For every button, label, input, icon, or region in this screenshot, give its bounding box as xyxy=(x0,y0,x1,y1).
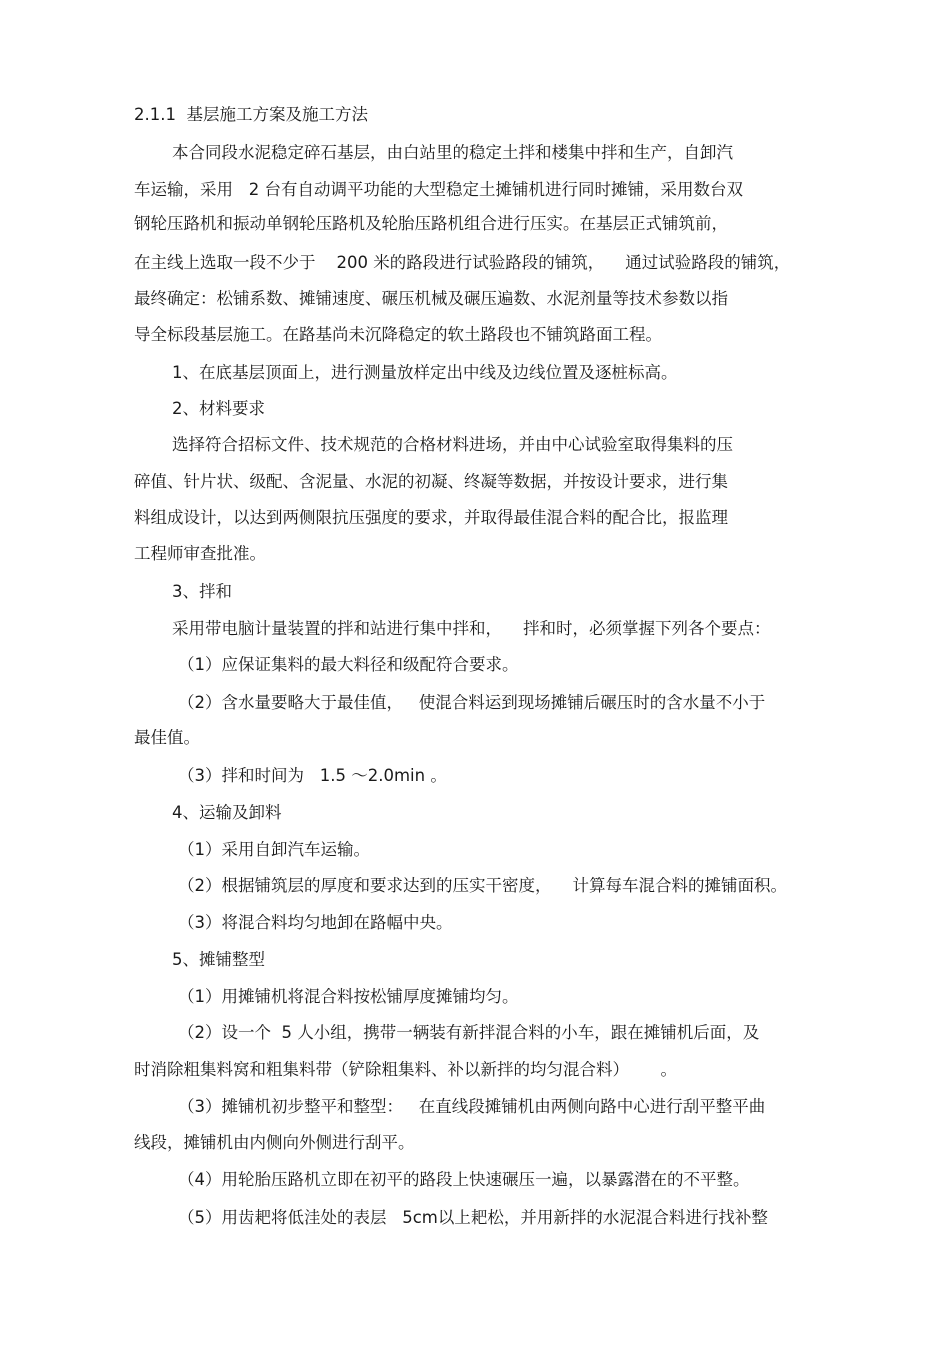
paragraph-line: 时消除粗集料窝和粗集料带（铲除粗集料、补以新拌的均匀混合料） 。 xyxy=(134,1060,677,1079)
list-item: （2）设一个 5 人小组，携带一辆装有新拌混合料的小车，跟在摊铺机后面，及 xyxy=(178,1023,760,1042)
paragraph-line: 碎值、针片状、级配、含泥量、水泥的初凝、终凝等数据，并按设计要求，进行集 xyxy=(134,472,728,491)
list-item: （1）采用自卸汽车运输。 xyxy=(178,840,370,859)
paragraph-line: 线段，摊铺机由内侧向外侧进行刮平。 xyxy=(134,1133,415,1152)
paragraph-line: 料组成设计，以达到两侧限抗压强度的要求，并取得最佳混合料的配合比，报监理 xyxy=(134,508,728,527)
list-item: 1、在底基层顶面上，进行测量放样定出中线及边线位置及逐桩标高。 xyxy=(172,363,678,382)
paragraph-line: 本合同段水泥稳定碎石基层，由白站里的稳定土拌和楼集中拌和生产，自卸汽 xyxy=(172,143,733,162)
subsection-heading: 5、摊铺整型 xyxy=(172,950,265,969)
list-item: （3）将混合料均匀地卸在路幅中央。 xyxy=(178,913,453,932)
section-heading: 2.1.1 基层施工方案及施工方法 xyxy=(134,105,368,124)
paragraph-line: 在主线上选取一段不少于 200 米的路段进行试验路段的铺筑， 通过试验路段的铺筑， xyxy=(134,253,791,272)
paragraph-line: 选择符合招标文件、技术规范的合格材料进场，并由中心试验室取得集料的压 xyxy=(172,435,733,454)
list-item: （5）用齿耙将低洼处的表层 5cm以上耙松，并用新拌的水泥混合料进行找补整 xyxy=(178,1208,768,1227)
paragraph-line: 最终确定：松铺系数、摊铺速度、碾压机械及碾压遍数、水泥剂量等技术参数以指 xyxy=(134,289,728,308)
paragraph-line: 车运输，采用 2 台有自动调平功能的大型稳定土摊铺机进行同时摊铺，采用数台双 xyxy=(134,180,743,199)
paragraph-line: 导全标段基层施工。在路基尚未沉降稳定的软土路段也不铺筑路面工程。 xyxy=(134,325,662,344)
list-item: （1）用摊铺机将混合料按松铺厚度摊铺均匀。 xyxy=(178,987,519,1006)
paragraph-line: 钢轮压路机和振动单钢轮压路机及轮胎压路机组合进行压实。在基层正式铺筑前， xyxy=(134,214,728,233)
paragraph-line: 最佳值。 xyxy=(134,728,200,747)
subsection-heading: 3、拌和 xyxy=(172,582,232,601)
list-item: （4）用轮胎压路机立即在初平的路段上快速碾压一遍，以暴露潜在的不平整。 xyxy=(178,1170,750,1189)
list-item: （3）摊铺机初步整平和整型： 在直线段摊铺机由两侧向路中心进行刮平整平曲 xyxy=(178,1097,766,1116)
subsection-heading: 4、运输及卸料 xyxy=(172,803,282,822)
list-item: （2）根据铺筑层的厚度和要求达到的压实干密度， 计算每车混合料的摊铺面积。 xyxy=(178,876,787,895)
paragraph-line: 工程师审查批准。 xyxy=(134,544,266,563)
paragraph-line: 采用带电脑计量装置的拌和站进行集中拌和， 拌和时，必须掌握下列各个要点： xyxy=(172,619,771,638)
subsection-heading: 2、材料要求 xyxy=(172,399,265,418)
list-item: （3）拌和时间为 1.5 ～2.0min 。 xyxy=(178,766,447,785)
list-item: （1）应保证集料的最大料径和级配符合要求。 xyxy=(178,655,519,674)
list-item: （2）含水量要略大于最佳值， 使混合料运到现场摊铺后碾压时的含水量不小于 xyxy=(178,693,766,712)
